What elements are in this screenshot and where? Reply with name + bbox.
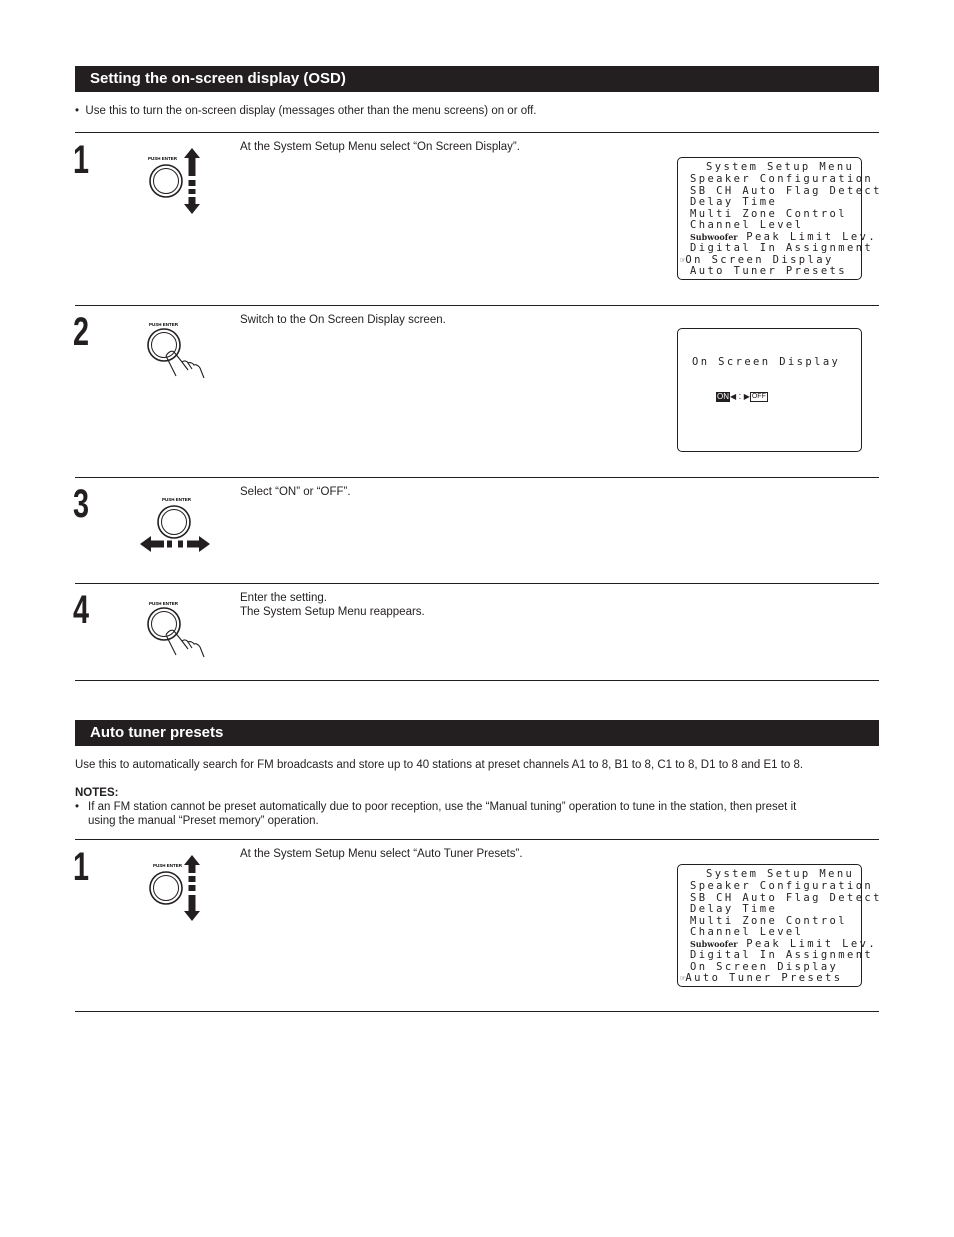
menu-item-text: On Screen Display — [685, 253, 834, 266]
knob-label: PUSH ENTER — [153, 863, 183, 868]
menu-item-selected — [680, 972, 842, 985]
osd-menu-screen — [677, 864, 882, 987]
bullet: • — [75, 105, 80, 117]
note-line-1: If an FM station cannot be preset automatically due to poor reception, use the “Manual tuning” operation to tune in the station, then preset it — [88, 801, 797, 813]
knob-up-down-icon — [140, 853, 210, 925]
divider — [75, 477, 879, 478]
menu-item: Speaker Configuration — [690, 173, 874, 185]
menu-item: Channel Level — [690, 219, 804, 231]
knob-left-right-icon — [138, 494, 214, 556]
step-text: At the System Setup Menu select “Auto Tuner Presets”. — [240, 848, 523, 860]
menu-item-subwoofer — [690, 231, 877, 243]
left-arrow-icon: ◀ — [730, 392, 737, 401]
menu-title: System Setup Menu — [706, 868, 855, 880]
notes-label: NOTES: — [75, 787, 119, 799]
divider — [75, 305, 879, 306]
right-arrow-icon: ▶ — [743, 392, 750, 401]
menu-item: Digital In Assignment — [690, 242, 874, 254]
on-option: ON — [717, 391, 729, 401]
step-text: Switch to the On Screen Display screen. — [240, 314, 446, 326]
divider — [75, 1011, 879, 1012]
menu-item: Delay Time — [690, 196, 778, 208]
on-off-selector — [716, 390, 768, 403]
knob-press-hand-icon — [140, 597, 210, 661]
menu-item: SB CH Auto Flag Detect — [690, 184, 882, 197]
menu-item: Auto Tuner Presets — [690, 265, 847, 277]
osd-on-screen-display — [677, 328, 862, 452]
note-bullet: • — [75, 801, 80, 813]
divider — [75, 839, 879, 840]
step-number: 3 — [73, 482, 90, 526]
menu-item: Multi Zone Control — [690, 207, 847, 220]
step-number: 1 — [73, 845, 90, 889]
menu-item: Channel Level — [690, 926, 804, 938]
subwoofer-prefix: Subwoofer — [690, 231, 738, 242]
menu-item: SB CH Auto Flag Detect — [690, 891, 882, 904]
note-line-2: using the manual “Preset memory” operation. — [88, 815, 319, 827]
menu-item: Digital In Assignment — [690, 949, 874, 961]
knob-up-down-icon — [140, 146, 210, 218]
menu-item-subwoofer — [690, 938, 877, 950]
step-number: 2 — [73, 310, 90, 354]
menu-item: Multi Zone Control — [690, 914, 847, 927]
cursor-icon: ☞ — [680, 255, 686, 266]
section-header-osd: Setting the on-screen display (OSD) — [75, 66, 879, 92]
osd-screen-title: On Screen Display — [692, 356, 841, 368]
knob-label: PUSH ENTER — [149, 601, 179, 606]
menu-item: On Screen Display — [690, 960, 839, 973]
step-text: Enter the setting. — [240, 592, 327, 604]
knob-press-hand-icon — [140, 318, 210, 382]
subwoofer-prefix: Subwoofer — [690, 938, 738, 949]
step-number: 4 — [73, 588, 90, 632]
osd-menu-screen — [677, 157, 882, 280]
menu-item: Delay Time — [690, 903, 778, 915]
osd-intro — [75, 104, 537, 118]
step-text: At the System Setup Menu select “On Screen Display”. — [240, 141, 520, 153]
menu-item-text: Peak Limit Lev. — [746, 937, 878, 950]
atp-intro: Use this to automatically search for FM broadcasts and store up to 40 stations at preset channels A1 to 8, B1 to 8, C1 to 8, D1 to 8 and E1 to 8. — [75, 759, 804, 771]
osd-intro-text: Use this to turn the on-screen display (messages other than the menu screens) on or off. — [85, 105, 537, 117]
step-text: Select “ON” or “OFF”. — [240, 486, 351, 498]
menu-title: System Setup Menu — [706, 161, 855, 173]
divider — [75, 132, 879, 133]
divider — [75, 583, 879, 584]
menu-item-text: Auto Tuner Presets — [685, 972, 843, 984]
knob-label: PUSH ENTER — [148, 156, 178, 161]
off-option: OFF — [751, 392, 766, 400]
menu-item: Speaker Configuration — [690, 880, 874, 892]
step-text-2: The System Setup Menu reappears. — [240, 606, 425, 618]
cursor-icon: ☞ — [680, 974, 686, 984]
step-number: 1 — [73, 138, 90, 182]
knob-label: PUSH ENTER — [162, 497, 192, 502]
divider — [75, 680, 879, 681]
separator: : — [738, 391, 742, 401]
knob-label: PUSH ENTER — [149, 322, 179, 327]
section-header-auto-tuner: Auto tuner presets — [75, 720, 879, 746]
menu-item-text: Peak Limit Lev. — [746, 230, 878, 243]
